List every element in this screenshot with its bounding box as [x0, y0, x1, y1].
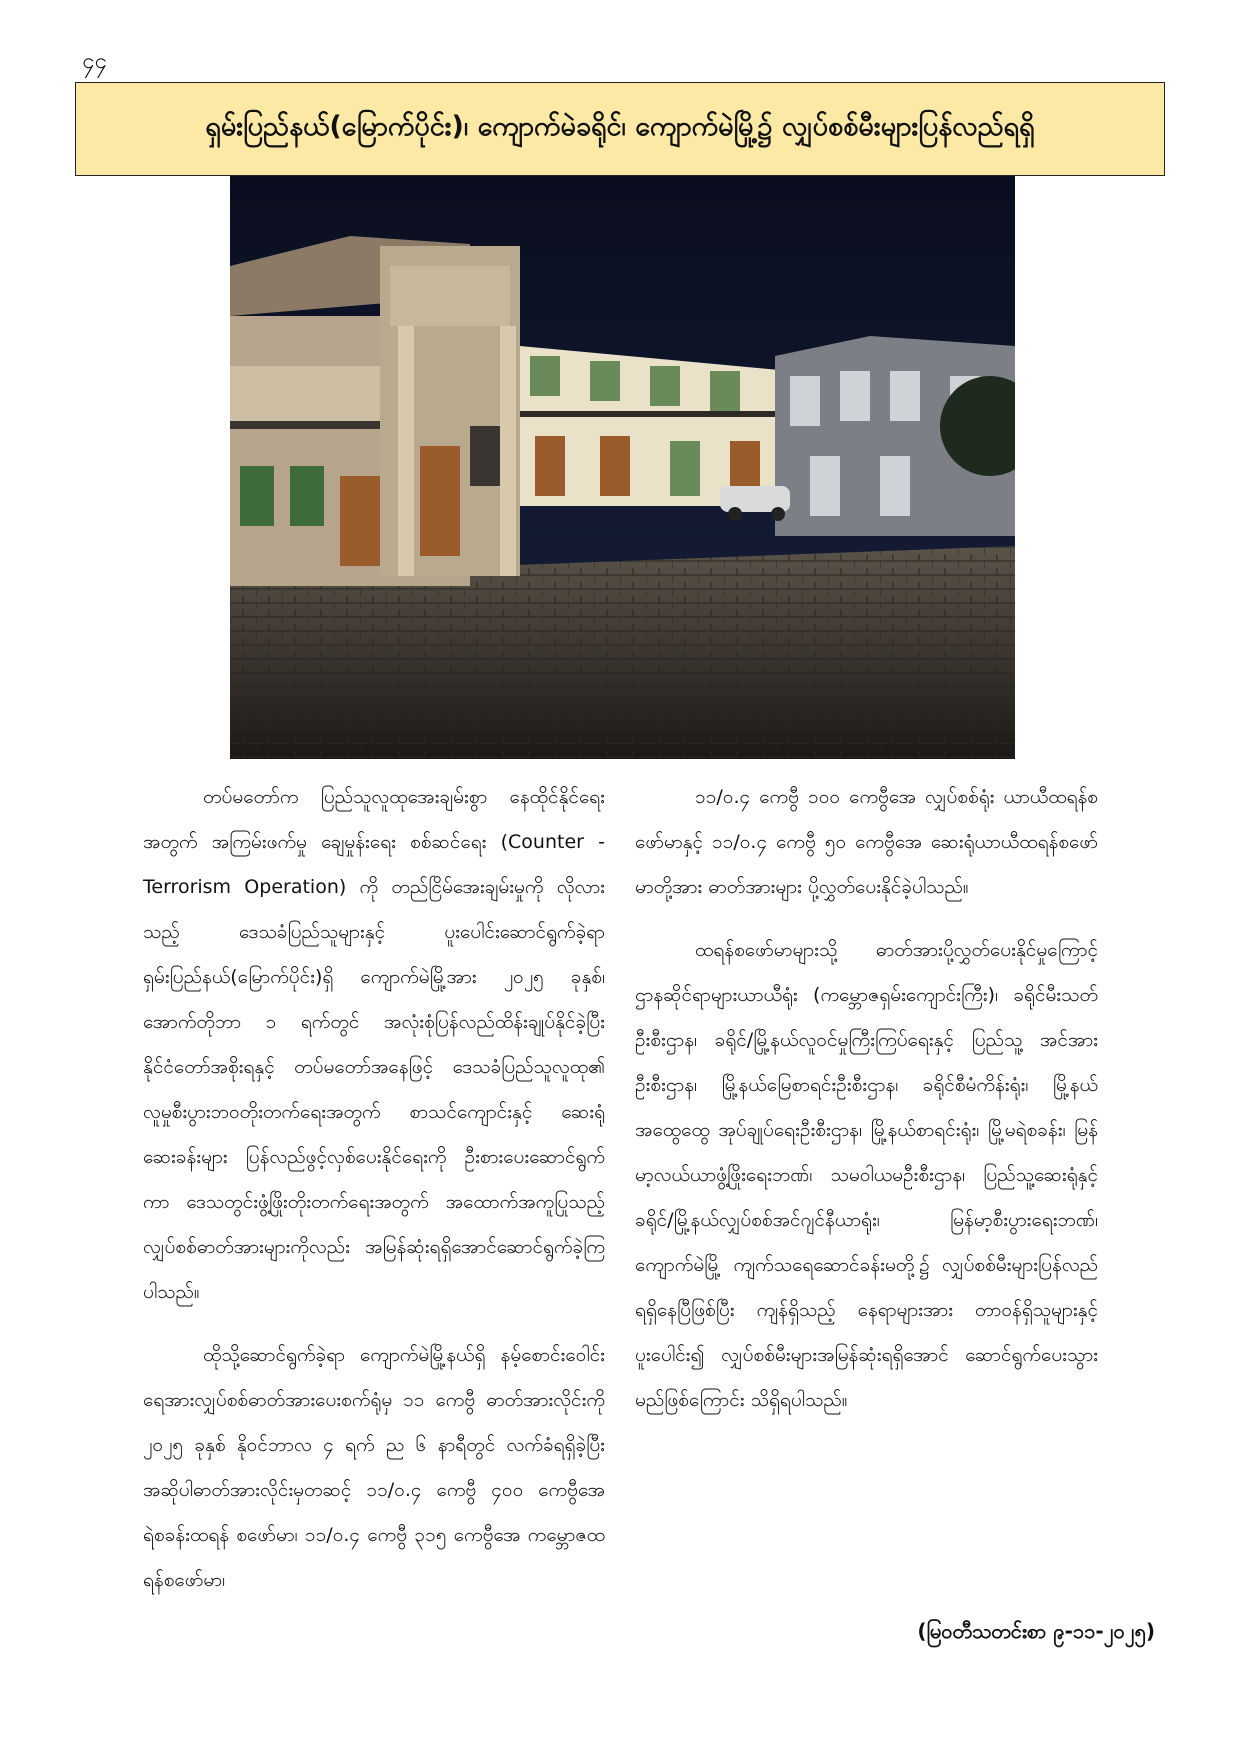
page-number: ၄၄: [82, 49, 107, 74]
article-column-left: [143, 775, 605, 1621]
headline-box: [75, 82, 1165, 176]
article-paragraph: တပ်မတော်က ပြည်သူလူထုအေးချမ်းစွာ နေထိုင်နိုင်ရေးအတွက် အကြမ်းဖက်မှု ချေမှုန်းရေး စစ်ဆင်ရေး (Counter - Terrorism Operation) ကို တည်ငြိမ်အေးချမ်းမှုကို လိုလားသည့် ဒေသခံပြည်သူများနှင့် ပူးပေါင်းဆောင်ရွက်ခဲ့ရာ ရှမ်းပြည်နယ်(မြောက်ပိုင်း)ရှိ ကျောက်မဲမြို့အား ၂၀၂၅ ခုနှစ်၊ အောက်တိုဘာ ၁ ရက်တွင် အလုံးစုံပြန်လည်ထိန်းချုပ်နိုင်ခဲ့ပြီး နိုင်ငံတော်အစိုးရနှင့် တပ်မတော်အနေဖြင့် ဒေသခံပြည်သူလူထု၏ လူမှုစီးပွားဘဝတိုးတက်ရေးအတွက် စာသင်ကျောင်းနှင့် ဆေးရုံဆေးခန်းများ ပြန်လည်ဖွင့်လှစ်ပေးနိုင်ရေးကို ဦးစားပေးဆောင်ရွက်ကာ ဒေသတွင်းဖွံ့ဖြိုးတိုးတက်ရေးအတွက် အထောက်အကူပြုသည့် လျှပ်စစ်ဓာတ်အားများကိုလည်း အမြန်ဆုံးရရှိအောင်ဆောင်ရွက်ခဲ့ကြပါသည်။: [143, 786, 605, 1303]
article-paragraph: ၁၁/၀.၄ ကေဗွီ ၁၀၀ ကေဗွီအေ လျှပ်စစ်ရုံး ယာယီထရန်စဖော်မာနှင့် ၁၁/၀.၄ ကေဗွီ ၅၀ ကေဗွီအေ ဆေးရုံယာယီထရန်စဖော်မာတို့အား ဓာတ်အားများ ပို့လွှတ်ပေးနိုင်ခဲ့ပါသည်။: [635, 786, 1098, 898]
night-building-photo: [230, 176, 1015, 759]
article-paragraph: ထိုသို့ဆောင်ရွက်ခဲ့ရာ ကျောက်မဲမြို့နယ်ရှိ နမ့်စောင်းဝေါင်း ရေအားလျှပ်စစ်ဓာတ်အားပေးစက်ရုံမှ ၁၁ ကေဗွီ ဓာတ်အားလိုင်းကို ၂၀၂၅ ခုနှစ် နိုဝင်ဘာလ ၄ ရက် ည ၆ နာရီတွင် လက်ခံရရှိခဲ့ပြီး အဆိုပါဓာတ်အားလိုင်းမှတဆင့် ၁၁/၀.၄ ကေဗွီ ၄၀၀ ကေဗွီအေ ရဲစခန်းထရန် စဖော်မာ၊ ၁၁/၀.၄ ကေဗွီ ၃၁၅ ကေဗွီအေ ကမ္ဘောဇထရန်စဖော်မာ၊: [143, 1344, 605, 1591]
source-credit: (မြဝတီသတင်းစာ ၉-၁၁-၂၀၂၅): [917, 1619, 1155, 1643]
news-photo: [230, 176, 1015, 759]
headline: ရှမ်းပြည်နယ်(မြောက်ပိုင်း)၊ ကျောက်မဲခရိုင်၊ ကျောက်မဲမြို့၌ လျှပ်စစ်မီးများပြန်လည်ရရှိ: [205, 111, 1035, 142]
article-column-right: [635, 775, 1098, 1441]
article-paragraph: ထရန်စဖော်မာများသို့ ဓာတ်အားပို့လွှတ်ပေးနိုင်မှုကြောင့် ဌာနဆိုင်ရာများယာယီရုံး (ကမ္ဘောဇရှမ်းကျောင်းကြီး)၊ ခရိုင်မီးသတ်ဦးစီးဌာန၊ ခရိုင်/မြို့နယ်လူဝင်မှုကြီးကြပ်ရေးနှင့် ပြည်သူ့ အင်အားဦးစီးဌာန၊ မြို့နယ်မြေစာရင်းဦးစီးဌာန၊ ခရိုင်စီမံကိန်းရုံး၊ မြို့နယ်အထွေထွေ အုပ်ချုပ်ရေးဦးစီးဌာန၊ မြို့နယ်စာရင်းရုံး၊ မြို့မရဲစခန်း၊ မြန်မာ့လယ်ယာဖွံ့ဖြိုးရေးဘဏ်၊ သမဝါယမဦးစီးဌာန၊ ပြည်သူ့ဆေးရုံနှင့် ခရိုင်/မြို့နယ်လျှပ်စစ်အင်ဂျင်နီယာရုံး၊ မြန်မာ့စီးပွားရေးဘဏ်၊ ကျောက်မဲမြို့ ကျက်သရေဆောင်ခန်းမတို့၌ လျှပ်စစ်မီးများပြန်လည်ရရှိနေပြီဖြစ်ပြီး ကျန်ရှိသည့် နေရာများအား တာဝန်ရှိသူများနှင့် ပူးပေါင်း၍ လျှပ်စစ်မီးများအမြန်ဆုံးရရှိအောင် ဆောင်ရွက်ပေးသွားမည်ဖြစ်ကြောင်း သိရှိရပါသည်။: [635, 939, 1098, 1411]
